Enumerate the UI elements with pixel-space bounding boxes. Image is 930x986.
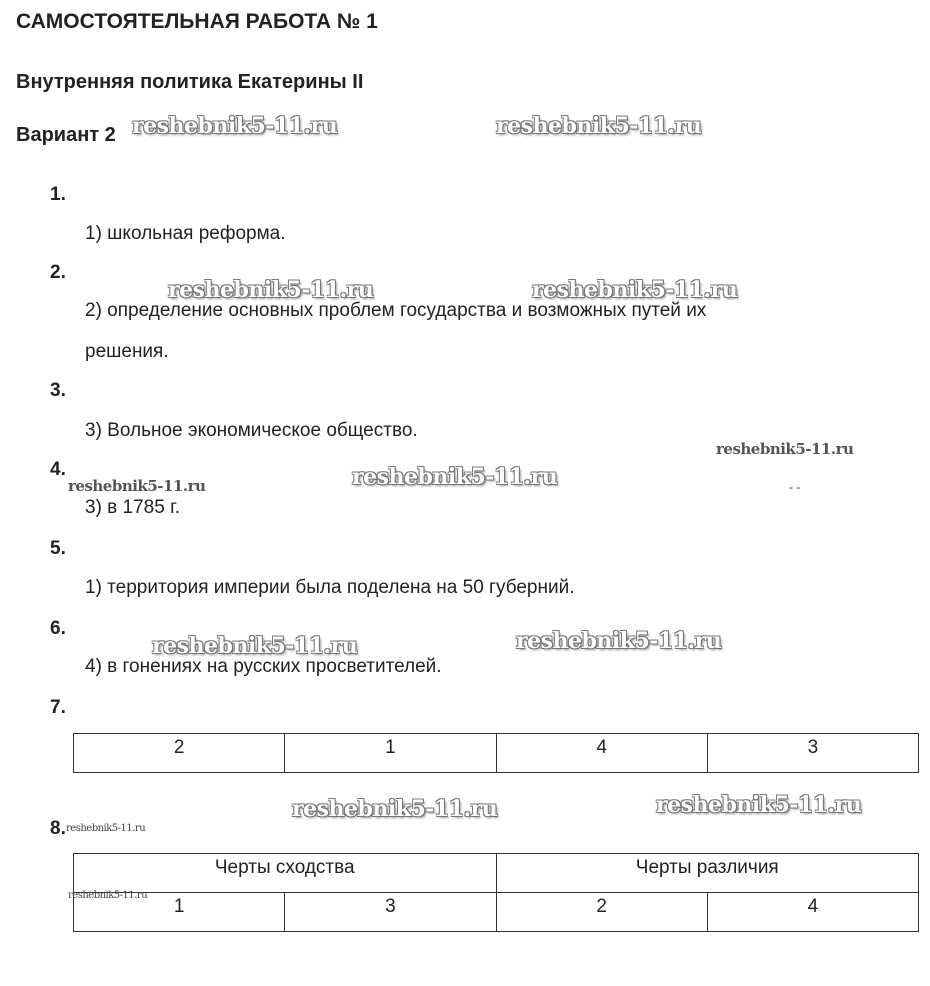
table8-header-differences: Черты различия [496,854,919,893]
watermark: reshebnik5-11.ru [352,464,558,490]
table8-cell: 2 [496,893,707,932]
stray-dashes: - - [789,480,801,494]
question-number-3: 3. [50,380,66,401]
table8-header-similarities: Черты сходства [74,854,497,893]
answer-3: 3) Вольное экономическое общество. [85,420,418,441]
topic-title: Внутренняя политика Екатерины II [16,71,364,93]
watermark: reshebnik5-11.ru [496,113,702,139]
watermark: reshebnik5-11.ru [656,792,862,818]
watermark: reshebnik5-11.ru [66,823,146,834]
question-number-5: 5. [50,538,66,559]
table7-cell: 4 [496,734,707,773]
answer-table-8 [73,853,919,932]
answer-6: 4) в гонениях на русских просветителей. [85,656,442,677]
answer-4: 3) в 1785 г. [85,497,180,518]
question-number-4: 4. [50,459,66,480]
answer-2-continuation: решения. [85,341,169,362]
watermark: reshebnik5-11.ru [132,113,338,139]
watermark: reshebnik5-11.ru [292,796,498,822]
watermark: reshebnik5-11.ru [516,628,722,654]
question-number-2: 2. [50,262,66,283]
table8-cell: 3 [285,893,496,932]
watermark: reshebnik5-11.ru [716,440,854,458]
table8-cell: 4 [707,893,918,932]
answer-5: 1) территория империи была поделена на 50 губерний. [85,577,575,598]
watermark: reshebnik5-11.ru [68,477,206,495]
answer-table-7 [73,733,919,773]
table7-cell: 1 [285,734,496,773]
question-number-8: 8. [50,818,66,839]
variant-label: Вариант 2 [16,124,116,146]
question-number-7: 7. [50,697,66,718]
table7-cell: 2 [74,734,285,773]
table7-cell: 3 [707,734,918,773]
watermark: reshebnik5-11.ru [68,890,148,901]
table8-cell: 1 [74,893,285,932]
watermark: reshebnik5-11.ru [532,277,738,303]
answer-2: 2) определение основных проблем государства и возможных путей их [85,300,707,321]
watermark: reshebnik5-11.ru [152,633,358,659]
question-number-1: 1. [50,184,66,205]
page-title: САМОСТОЯТЕЛЬНАЯ РАБОТА № 1 [16,10,378,33]
watermark: reshebnik5-11.ru [168,277,374,303]
answer-1: 1) школьная реформа. [85,223,286,244]
question-number-6: 6. [50,618,66,639]
